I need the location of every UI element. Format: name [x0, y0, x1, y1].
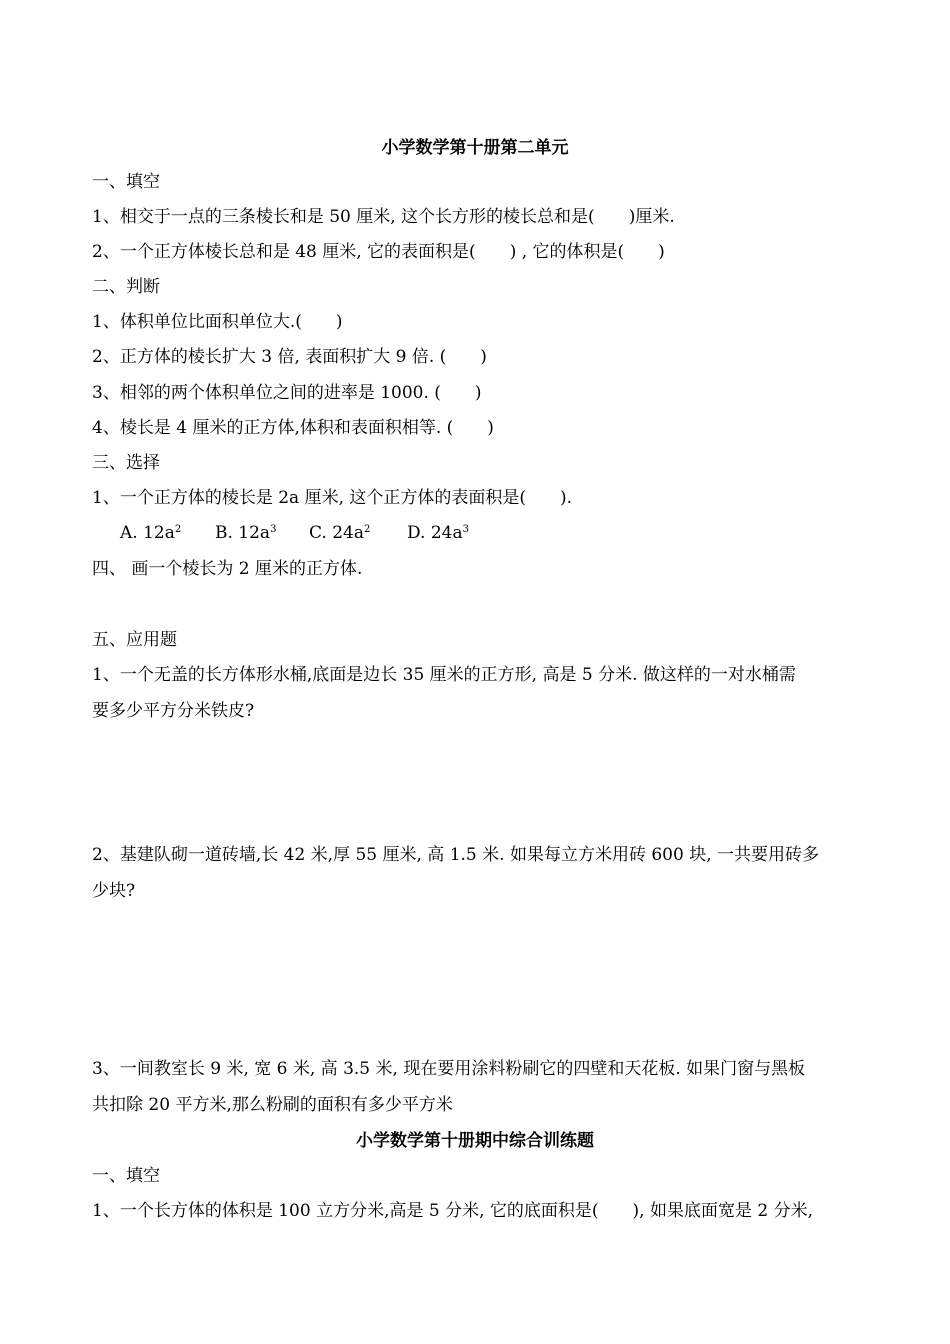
judgment-question-3: 3、相邻的两个体积单位之间的进率是 1000. ( ): [92, 383, 482, 403]
choice-option-a: A. $12a^2$: [120, 523, 182, 543]
application-question-1-line-2: 要多少平方分米铁皮?: [92, 701, 255, 721]
midterm-fill-blank-question-1: 1、一个长方体的体积是 100 立方分米,高是 5 分米, 它的底面积是( ), 如果底面宽是 2 分米,: [92, 1201, 814, 1221]
fill-blank-heading: 一、填空: [92, 172, 160, 192]
fill-blank-question-1: 1、相交于一点的三条棱长和是 50 厘米, 这个长方形的棱长总和是( )厘米.: [92, 207, 675, 227]
drawing-heading: 四、 画一个棱长为 2 厘米的正方体.: [92, 559, 363, 579]
application-question-3-line-1: 3、一间教室长 9 米, 宽 6 米, 高 3.5 米, 现在要用涂料粉刷它的四壁和天花板. 如果门窗与黑板: [92, 1059, 806, 1079]
application-question-3-line-2: 共扣除 20 平方米,那么粉刷的面积有多少平方米: [92, 1095, 453, 1115]
choice-options: [120, 522, 469, 544]
application-question-2-line-1: 2、基建队砌一道砖墙,长 42 米,厚 55 厘米, 高 1.5 米. 如果每立方米用砖 600 块, 一共要用砖多: [92, 845, 820, 865]
choice-option-c: C. $24a^2$: [309, 523, 371, 543]
choice-heading: 三、选择: [92, 453, 160, 473]
section-title-midterm: 小学数学第十册期中综合训练题: [356, 1131, 594, 1151]
application-question-1-line-1: 1、一个无盖的长方体形水桶,底面是边长 35 厘米的正方形, 高是 5 分米. 做这样的一对水桶需: [92, 665, 796, 685]
choice-question-1: 1、一个正方体的棱长是 2a 厘米, 这个正方体的表面积是( ).: [92, 488, 573, 508]
judgment-question-1: 1、体积单位比面积单位大.( ): [92, 312, 343, 332]
application-heading: 五、应用题: [92, 630, 177, 650]
application-question-2-line-2: 少块?: [92, 881, 136, 901]
judgment-heading: 二、判断: [92, 277, 160, 297]
judgment-question-4: 4、棱长是 4 厘米的正方体,体积和表面积相等. ( ): [92, 418, 494, 438]
section-title-unit-two: 小学数学第十册第二单元: [381, 138, 569, 158]
judgment-question-2: 2、正方体的棱长扩大 3 倍, 表面积扩大 9 倍. ( ): [92, 347, 487, 367]
choice-option-d: D. $24a^3$: [407, 523, 469, 543]
choice-option-b: B. $12a^3$: [215, 523, 277, 543]
fill-blank-question-2: 2、一个正方体棱长总和是 48 厘米, 它的表面积是( ) , 它的体积是( ): [92, 242, 665, 262]
midterm-fill-blank-heading: 一、填空: [92, 1166, 160, 1186]
